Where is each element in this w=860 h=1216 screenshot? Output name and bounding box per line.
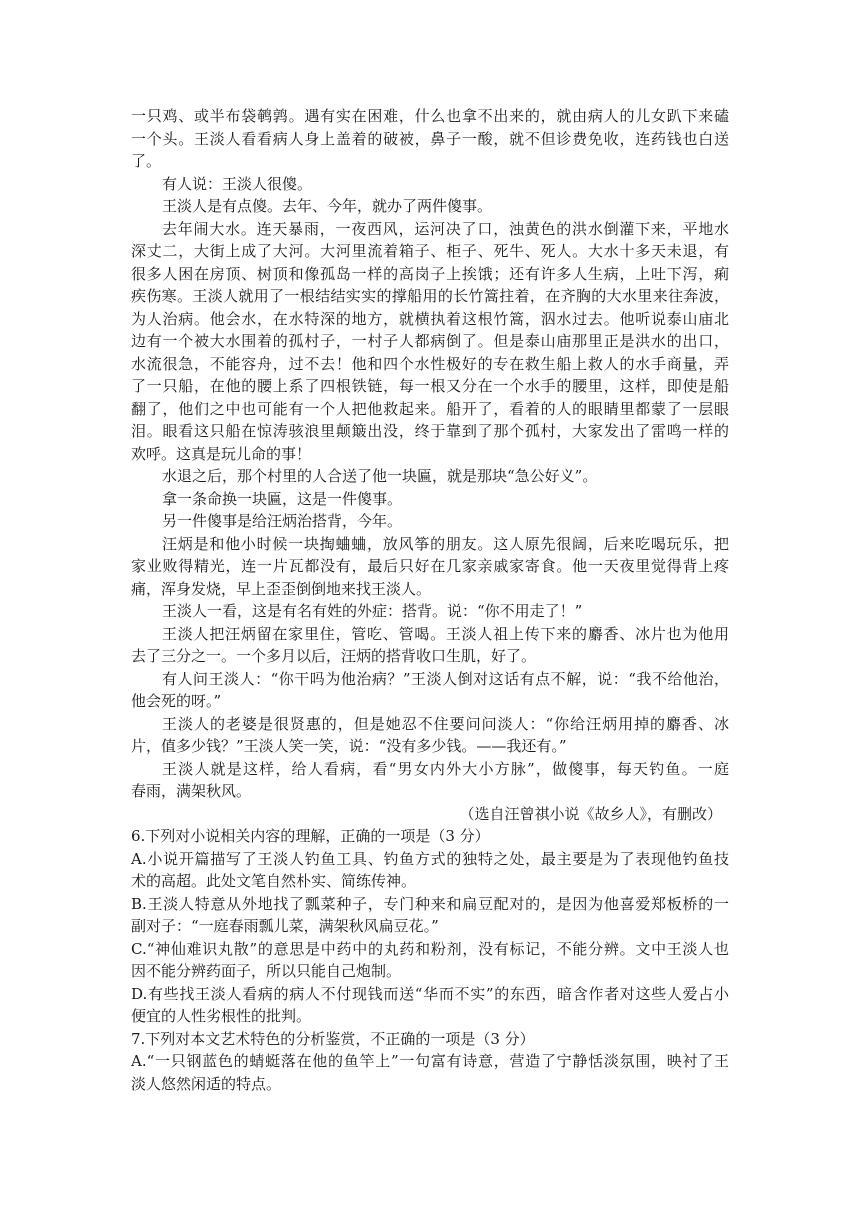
passage-line: 王淡人是有点傻。去年、今年，就办了两件傻事。 — [162, 197, 493, 215]
passage-line: 去了三分之一。一个多月以后，汪炳的搭背收口生肌，好了。 — [131, 647, 537, 665]
passage-line: 有人问王淡人：“你干吗为他治病？”王淡人倒对这话有点不解，说：“我不给他治， — [162, 669, 729, 688]
passage-line: 泪。眼看这只船在惊涛骇浪里颠簸出没，终于靠到了那个孤村，大家发出了雷鸣一样的 — [131, 422, 729, 440]
question-6 — [131, 825, 729, 1028]
passage-line: 拿一条命换一块匾，这是一件傻事。 — [162, 489, 403, 508]
option-c — [131, 938, 729, 983]
option-line: A.“一只钢蓝色的蜻蜓落在他的鱼竿上”一句富有诗意，营造了宁静恬淡氛围，映衬了王 — [131, 1052, 729, 1070]
question-7 — [131, 1028, 729, 1096]
passage-line: 很多人困在房顶、树顶和像孤岛一样的高岗子上挨饿；还有许多人生病，上吐下泻，痢 — [131, 264, 729, 283]
passage-line: 汪炳是和他小时候一块掏蛐蛐，放风筝的朋友。这人原先很阔，后来吃喝玩乐，把 — [162, 534, 729, 553]
passage-line: 王淡人就是这样，给人看病，看“男女内外大小方脉”，做傻事，每天钓鱼。一庭 — [162, 759, 729, 778]
document-page — [131, 105, 729, 1095]
option-line: C.“神仙难识丸散”的意思是中药中的丸药和粉剂，没有标记，不能分辨。文中王淡人也 — [131, 939, 729, 958]
option-line: A.小说开篇描写了王淡人钓鱼工具、钓鱼方式的独特之处，最主要是为了表现他钓鱼技 — [131, 849, 729, 868]
passage-line: 水退之后，那个村里的人合送了他一块匾，就是那块“急公好义”。 — [162, 467, 598, 485]
question-stem: 7.下列对本文艺术特色的分析鉴赏，不正确的一项是（3 分） — [131, 1029, 535, 1048]
passage-line: 一只鸡、或半布袋鹌鹑。遇有实在困难，什么也拿不出来的，就由病人的儿女趴下来磕 — [131, 107, 729, 125]
option-line: 便宜的人性劣根性的批判。 — [131, 1007, 312, 1025]
option-a — [131, 848, 729, 893]
passage-line: 有人说：王淡人很傻。 — [162, 174, 313, 193]
option-line: B.王淡人特意从外地找了瓢菜种子，专门种来和扁豆配对的，是因为他喜爱郑板桥的一 — [131, 894, 729, 913]
passage-line: 了。 — [131, 152, 162, 170]
passage-line: 为人治病。他会水，在水特深的地方，就横执着这根竹篙，泅水过去。他听说泰山庙北 — [131, 309, 729, 328]
option-d — [131, 983, 729, 1028]
option-line: 副对子：“一庭春雨瓢儿菜，满架秋风扁豆花。” — [131, 917, 439, 935]
passage-line: 欢呼。这真是玩儿命的事！ — [131, 444, 312, 463]
passage-line: 王淡人一看，这是有名有姓的外症：搭背。说：“你不用走了！” — [162, 602, 583, 620]
passage-line: 痛，浑身发烧，早上歪歪倒倒地来找王淡人。 — [131, 579, 432, 598]
option-line: 因不能分辨药面子，所以只能自己炮制。 — [131, 962, 402, 980]
option-b — [131, 893, 729, 938]
passage-line: 了一只船，在他的腰上系了四根铁链，每一根又分在一个水手的腰里，这样，即使是船 — [131, 377, 729, 395]
source-citation: （选自汪曾祺小说《故乡人》，有删改） — [459, 804, 722, 823]
passage-line: 春雨，满架秋风。 — [131, 782, 252, 800]
passage-line: 王淡人的老婆是很贤惠的，但是她忍不住要问问淡人：“你给汪炳用掉的麝香、冰 — [162, 714, 729, 733]
passage-line: 他会死的呀。” — [131, 692, 222, 710]
question-stem: 6.下列对小说相关内容的理解，正确的一项是（3 分） — [131, 827, 490, 845]
passage-line: 另一件傻事是给汪炳治搭背，今年。 — [162, 512, 403, 530]
passage-line: 翻了，他们之中也可能有一个人把他救起来。船开了，看着的人的眼睛里都蒙了一层眼 — [131, 399, 729, 418]
passage-line: 水流很急，不能容舟，过不去！他和四个水性极好的专在救生船上救人的水手商量，弄 — [131, 354, 729, 373]
story-passage — [131, 105, 729, 825]
passage-line: 王淡人把汪炳留在家里住，管吃、管喝。王淡人祖上传下来的麝香、冰片也为他用 — [162, 624, 729, 643]
passage-line: 家业败得精光，连一片瓦都没有，最后只好在几家亲戚家寄食。他一天夜里觉得背上疼 — [131, 557, 729, 575]
passage-line: 疾伤寒。王淡人就用了一根结结实实的撑船用的长竹篙拄着，在齐胸的大水里来往奔波， — [131, 287, 729, 305]
passage-line: 一个头。王淡人看看病人身上盖着的破被，鼻子一酸，就不但诊费免收，连药钱也白送 — [131, 129, 729, 148]
option-line: 淡人悠然闲适的特点。 — [131, 1074, 282, 1093]
passage-line: 片，值多少钱？”王淡人笑一笑，说：“没有多少钱。——我还有。” — [131, 737, 567, 755]
passage-line: 深丈二，大街上成了大河。大河里流着箱子、柜子、死牛、死人。大水十多天未退，有 — [131, 242, 729, 260]
option-line: D.有些找王淡人看病的病人不付现钱而送“华而不实”的东西，暗含作者对这些人爱占小 — [131, 984, 729, 1003]
passage-line: 边有一个被大水围着的孤村子，一村子人都病倒了。但是泰山庙那里正是洪水的出口， — [131, 332, 729, 350]
option-line: 术的高超。此处文笔自然朴实、简练传神。 — [131, 872, 417, 890]
passage-line: 去年闹大水。连天暴雨，一夜西风，运河决了口，浊黄色的洪水倒灌下来，平地水 — [162, 219, 729, 238]
option-a — [131, 1050, 729, 1095]
